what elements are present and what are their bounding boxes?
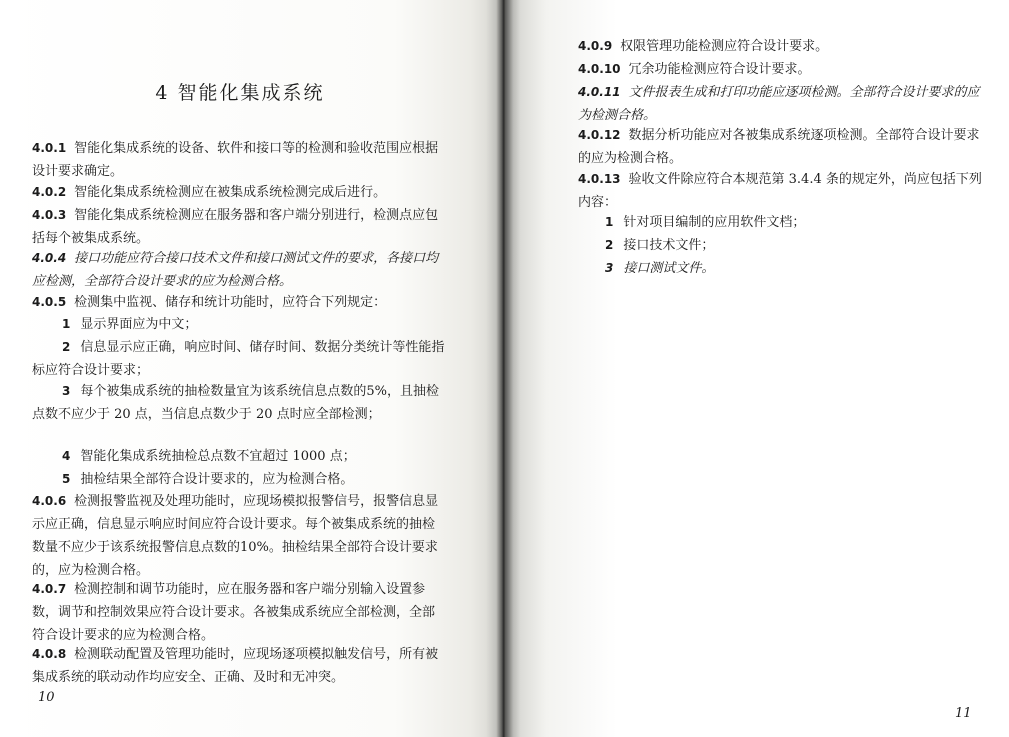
clause-text: 检测集中监视、储存和统计功能时，应符合下列规定： bbox=[74, 295, 387, 310]
clause-text: 接口功能应符合接口技术文件和接口测试文件的要求，各接口均应检测，全部符合设计要求的应为检测合格。 bbox=[32, 251, 439, 289]
item-text: 针对项目编制的应用软件文档； bbox=[623, 215, 806, 230]
item-text: 接口测试文件。 bbox=[623, 261, 715, 276]
clause-text: 智能化集成系统检测应在被集成系统检测完成后进行。 bbox=[74, 185, 387, 200]
item-405-5 bbox=[32, 468, 446, 491]
clause-number: 4.0.7 bbox=[32, 582, 67, 596]
item-number: 3 bbox=[605, 261, 614, 275]
clause-text: 智能化集成系统的设备、软件和接口等的检测和验收范围应根据设计要求确定。 bbox=[32, 141, 439, 179]
item-number: 1 bbox=[605, 215, 614, 229]
clause-4-0-3 bbox=[32, 204, 446, 250]
item-405-1 bbox=[32, 313, 446, 336]
clause-4-0-9 bbox=[578, 35, 990, 58]
item-405-4 bbox=[32, 445, 446, 468]
clause-text: 检测控制和调节功能时，应在服务器和客户端分别输入设置参数，调节和控制效果应符合设计要求。各被集成系统应全部检测，全部符合设计要求的应为检测合格。 bbox=[32, 582, 436, 643]
clause-number: 4.0.8 bbox=[32, 647, 67, 661]
clause-4-0-10 bbox=[578, 58, 990, 81]
clause-text: 权限管理功能检测应符合设计要求。 bbox=[620, 39, 829, 54]
clause-4-0-11 bbox=[578, 81, 990, 127]
clause-number: 4.0.4 bbox=[32, 251, 67, 265]
clause-number: 4.0.3 bbox=[32, 208, 67, 222]
item-text: 信息显示应正确，响应时间、储存时间、数据分类统计等性能指标应符合设计要求； bbox=[32, 340, 445, 378]
item-text: 智能化集成系统抽检总点数不宜超过 1000 点； bbox=[80, 449, 356, 464]
item-4013-3 bbox=[605, 257, 714, 280]
clause-number: 4.0.5 bbox=[32, 295, 67, 309]
clause-text: 检测联动配置及管理功能时，应现场逐项模拟触发信号，所有被集成系统的联动动作均应安全、正确、及时和无冲突。 bbox=[32, 647, 439, 685]
clause-number: 4.0.11 bbox=[578, 85, 621, 99]
clause-number: 4.0.9 bbox=[578, 39, 613, 53]
clause-number: 4.0.2 bbox=[32, 185, 67, 199]
item-number: 2 bbox=[62, 340, 71, 354]
item-4013-1 bbox=[605, 211, 805, 234]
clause-text: 冗余功能检测应符合设计要求。 bbox=[628, 62, 811, 77]
clause-number: 4.0.6 bbox=[32, 494, 67, 508]
clause-text: 文件报表生成和打印功能应逐项检测。全部符合设计要求的应为检测合格。 bbox=[578, 85, 980, 123]
item-number: 1 bbox=[62, 317, 71, 331]
item-text: 抽检结果全部符合设计要求的，应为检测合格。 bbox=[80, 472, 354, 487]
clause-text: 智能化集成系统检测应在服务器和客户端分别进行，检测点应包括每个被集成系统。 bbox=[32, 208, 439, 246]
page-number-right: 11 bbox=[955, 706, 972, 721]
item-text: 显示界面应为中文； bbox=[80, 317, 198, 332]
clause-4-0-1 bbox=[32, 137, 446, 183]
item-405-2 bbox=[32, 336, 446, 382]
chapter-title: 4 智能化集成系统 bbox=[155, 82, 325, 104]
clause-4-0-4 bbox=[32, 247, 446, 293]
clause-4-0-2 bbox=[32, 181, 446, 204]
book-gutter bbox=[486, 0, 520, 737]
clause-4-0-8 bbox=[32, 643, 446, 689]
page-number-left: 10 bbox=[38, 690, 55, 705]
clause-text: 检测报警监视及处理功能时，应现场模拟报警信号，报警信息显示应正确，信息显示响应时间应符合设计要求。每个被集成系统的抽检数量不应少于该系统报警信息点数的10%。抽检结果全部符合设计要求的，应为检测合格。 bbox=[32, 494, 439, 578]
clause-text: 验收文件除应符合本规范第 3.4.4 条的规定外，尚应包括下列内容： bbox=[578, 172, 982, 210]
clause-number: 4.0.1 bbox=[32, 141, 67, 155]
clause-number: 4.0.12 bbox=[578, 128, 621, 142]
clause-4-0-7 bbox=[32, 578, 446, 647]
item-number: 5 bbox=[62, 472, 71, 486]
clause-4-0-5 bbox=[32, 291, 446, 314]
item-text: 每个被集成系统的抽检数量宜为该系统信息点数的5%，且抽检点数不应少于 20 点，当信息点数少于 20 点时应全部检测； bbox=[32, 384, 439, 422]
item-4013-2 bbox=[605, 234, 714, 257]
item-number: 2 bbox=[605, 238, 614, 252]
clause-4-0-6 bbox=[32, 490, 446, 582]
clause-4-0-13 bbox=[578, 168, 990, 214]
item-number: 4 bbox=[62, 449, 71, 463]
item-number: 3 bbox=[62, 384, 71, 398]
clause-4-0-12 bbox=[578, 124, 990, 170]
clause-text: 数据分析功能应对各被集成系统逐项检测。全部符合设计要求的应为检测合格。 bbox=[578, 128, 980, 166]
clause-number: 4.0.10 bbox=[578, 62, 621, 76]
item-405-3 bbox=[32, 380, 446, 426]
clause-number: 4.0.13 bbox=[578, 172, 621, 186]
item-text: 接口技术文件； bbox=[623, 238, 715, 253]
